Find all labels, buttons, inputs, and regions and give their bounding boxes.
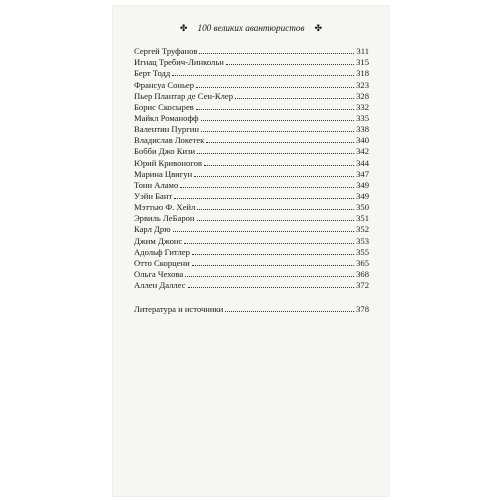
ornament-left-icon: ✤ xyxy=(179,22,188,33)
toc-entry xyxy=(134,247,369,258)
dot-leader xyxy=(174,198,354,199)
toc-entry-name: Аллен Даллес xyxy=(134,280,186,291)
toc-entry-page: 365 xyxy=(356,257,369,268)
dot-leader xyxy=(196,87,354,88)
toc-entry xyxy=(134,146,369,157)
toc-entry-page: 338 xyxy=(356,124,369,135)
toc-entry-page: 372 xyxy=(356,280,369,291)
toc-entry-name: Берт Тодд xyxy=(134,68,171,79)
dot-leader xyxy=(173,231,354,232)
book-title: 100 великих авантюристов xyxy=(197,23,305,33)
toc-entry-page: 349 xyxy=(356,190,369,201)
toc-entry-name: Ольга Чехова xyxy=(134,268,184,279)
toc-entry-page: 328 xyxy=(356,90,369,101)
toc-entry-page: 351 xyxy=(356,213,369,224)
toc-entry-page: 315 xyxy=(356,57,369,68)
toc-entry-page: 332 xyxy=(356,101,369,112)
toc-entry-name: Эрвиль ЛеБарон xyxy=(134,213,195,224)
toc-entry xyxy=(134,280,369,291)
dot-leader xyxy=(184,243,354,244)
table-of-contents xyxy=(134,46,369,315)
toc-entry-name: Мэттью Ф. Хейл xyxy=(134,202,196,213)
toc-entry xyxy=(134,135,369,146)
toc-entry-page: 378 xyxy=(356,304,369,315)
dot-leader xyxy=(225,311,354,312)
toc-entry-page: 347 xyxy=(356,168,369,179)
toc-entry-name: Борис Скосырев xyxy=(134,101,194,112)
dot-leader xyxy=(172,75,354,76)
toc-entry-name: Марина Цвигун xyxy=(134,168,193,179)
toc-entry xyxy=(134,102,369,113)
toc-entry xyxy=(134,79,369,90)
dot-leader xyxy=(199,53,354,54)
toc-entry-name: Валентин Пургин xyxy=(134,124,199,135)
dot-leader xyxy=(192,265,354,266)
toc-entry-page: 340 xyxy=(356,135,369,146)
toc-entry-name: Юрий Кривоногов xyxy=(134,157,202,168)
toc-entry xyxy=(134,113,369,124)
toc-entry xyxy=(134,169,369,180)
dot-leader xyxy=(204,165,354,166)
toc-entry-name: Литература и источники xyxy=(134,304,224,315)
toc-entry-name: Уэйн Бант xyxy=(134,190,173,201)
toc-entry-page: 323 xyxy=(356,79,369,90)
toc-entry xyxy=(134,258,369,269)
dot-leader xyxy=(226,64,354,65)
toc-entry-name: Бобби Джо Кизи xyxy=(134,146,196,157)
toc-entry xyxy=(134,269,369,280)
toc-entry xyxy=(134,157,369,168)
toc-entry xyxy=(134,91,369,102)
dot-leader xyxy=(197,220,355,221)
toc-entry-page: 335 xyxy=(356,112,369,123)
toc-entry-name: Отто Скорцени xyxy=(134,257,190,268)
toc-entry xyxy=(134,213,369,224)
dot-leader xyxy=(206,142,354,143)
dot-leader xyxy=(188,287,355,288)
dot-leader xyxy=(180,187,354,188)
dot-leader xyxy=(194,176,354,177)
dot-leader xyxy=(192,254,354,255)
toc-entry-page: 350 xyxy=(356,202,369,213)
toc-entry-name: Джим Джонс xyxy=(134,235,183,246)
toc-entry xyxy=(134,57,369,68)
ornament-right-icon: ✤ xyxy=(314,22,323,33)
toc-entry-page: 311 xyxy=(356,46,369,57)
toc-entry xyxy=(134,46,369,57)
toc-entry xyxy=(134,235,369,246)
dot-leader xyxy=(185,276,354,277)
book-page xyxy=(113,6,389,496)
toc-entry xyxy=(134,304,369,315)
toc-entry xyxy=(134,224,369,235)
toc-entry-page: 342 xyxy=(356,146,369,157)
toc-entry-name: Владислав Локетек xyxy=(134,135,205,146)
toc-entry xyxy=(134,191,369,202)
toc-entry-page: 355 xyxy=(356,246,369,257)
toc-entry xyxy=(134,202,369,213)
dot-leader xyxy=(201,131,354,132)
toc-entry-name: Пьер Плантар де Сен-Клер xyxy=(134,90,233,101)
dot-leader xyxy=(196,109,354,110)
toc-entry-name: Сергей Труфанов xyxy=(134,46,198,57)
toc-entry-name: Игнац Требич-Линкольн xyxy=(134,57,224,68)
toc-entry-name: Тони Аламо xyxy=(134,179,179,190)
toc-entry xyxy=(134,124,369,135)
toc-entry xyxy=(134,68,369,79)
toc-entry-page: 318 xyxy=(356,68,369,79)
section-gap xyxy=(134,291,369,304)
toc-entry-page: 353 xyxy=(356,235,369,246)
running-header xyxy=(113,20,389,36)
dot-leader xyxy=(197,209,354,210)
toc-entry-page: 344 xyxy=(356,157,369,168)
toc-entry-name: Карл Дрю xyxy=(134,224,171,235)
toc-entry-page: 349 xyxy=(356,179,369,190)
toc-entry-name: Майкл Романофф xyxy=(134,112,199,123)
toc-entry-name: Адольф Гитлер xyxy=(134,246,190,257)
toc-entry-page: 368 xyxy=(356,268,369,279)
toc-entry xyxy=(134,180,369,191)
dot-leader xyxy=(201,120,355,121)
dot-leader xyxy=(197,153,354,154)
toc-entry-name: Франсуа Соньер xyxy=(134,79,195,90)
toc-entry-page: 352 xyxy=(356,224,369,235)
dot-leader xyxy=(235,98,354,99)
